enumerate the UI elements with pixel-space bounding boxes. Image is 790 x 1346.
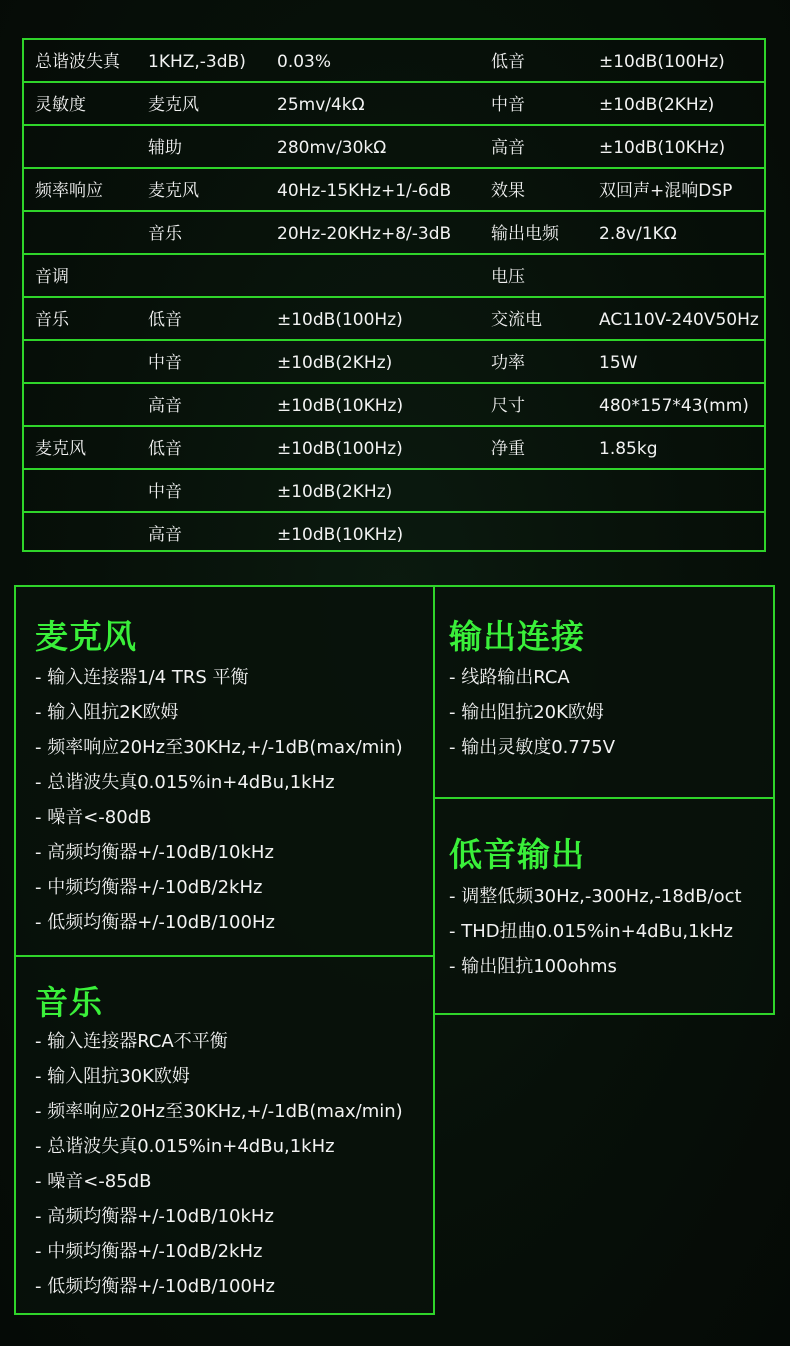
spec-row — [24, 470, 764, 513]
bass-output-section — [433, 797, 775, 1015]
list-item: - 输入连接器1/4 TRS 平衡 — [35, 667, 249, 688]
spec-sublabel: 1KHZ,-3dB) — [148, 52, 246, 72]
spec-label: 音乐 — [35, 310, 69, 330]
spec-label-right: 中音 — [491, 95, 525, 115]
list-item: - 输出阻抗100ohms — [449, 956, 617, 977]
music-section — [14, 955, 435, 1315]
list-item: - 噪音<-85dB — [35, 1171, 152, 1192]
spec-value: 20Hz-20KHz+8/-3dB — [277, 224, 452, 244]
spec-value: 0.03% — [277, 52, 332, 72]
bass-spec-list — [449, 879, 742, 984]
spec-value: 25mv/4kΩ — [277, 95, 365, 115]
mic-spec-list — [35, 660, 403, 940]
list-item: - 调整低频30Hz,-300Hz,-18dB/oct — [449, 886, 742, 907]
spec-value-right: 2.8v/1KΩ — [599, 224, 677, 244]
mic-section-title: 麦克风 — [35, 617, 137, 656]
spec-label-right: 电压 — [491, 267, 525, 287]
list-item: - 频率响应20Hz至30KHz,+/-1dB(max/min) — [35, 737, 403, 758]
spec-value-right: 480*157*43(mm) — [599, 396, 749, 416]
list-item: - 噪音<-80dB — [35, 807, 152, 828]
spec-label-right: 效果 — [491, 181, 525, 201]
spec-label: 总谐波失真 — [35, 52, 120, 72]
spec-label: 麦克风 — [35, 439, 86, 459]
spec-sublabel: 中音 — [148, 353, 182, 373]
spec-label-right: 交流电 — [491, 310, 542, 330]
spec-value-right: 15W — [599, 353, 638, 373]
list-item: - 输出灵敏度0.775V — [449, 737, 616, 758]
spec-sublabel: 麦克风 — [148, 181, 199, 201]
spec-value: ±10dB(10KHz) — [277, 396, 404, 416]
list-item: - 频率响应20Hz至30KHz,+/-1dB(max/min) — [35, 1101, 403, 1122]
spec-value-right: AC110V-240V50Hz — [599, 310, 759, 330]
list-item: - 输入阻抗2K欧姆 — [35, 702, 179, 723]
spec-value: ±10dB(2KHz) — [277, 353, 393, 373]
spec-label-right: 输出电频 — [491, 224, 559, 244]
list-item: - 低频均衡器+/-10dB/100Hz — [35, 1276, 275, 1297]
spec-row — [24, 169, 764, 212]
spec-label-right: 净重 — [491, 439, 525, 459]
spec-sublabel: 音乐 — [148, 224, 182, 244]
spec-row — [24, 212, 764, 255]
spec-row — [24, 427, 764, 470]
spec-label-right: 高音 — [491, 138, 525, 158]
spec-sublabel: 高音 — [148, 396, 182, 416]
spec-row — [24, 384, 764, 427]
list-item: - 总谐波失真0.015%in+4dBu,1kHz — [35, 772, 335, 793]
output-spec-list — [449, 660, 615, 765]
spec-value-right: ±10dB(100Hz) — [599, 52, 725, 72]
spec-sublabel: 中音 — [148, 482, 182, 502]
spec-table — [22, 38, 766, 552]
output-section-title: 输出连接 — [449, 617, 585, 656]
spec-sublabel: 辅助 — [148, 138, 182, 158]
spec-sublabel: 低音 — [148, 310, 182, 330]
bass-section-title: 低音输出 — [449, 835, 585, 874]
list-item: - 高频均衡器+/-10dB/10kHz — [35, 1206, 274, 1227]
spec-row — [24, 126, 764, 169]
spec-label-right: 功率 — [491, 353, 525, 373]
spec-label: 音调 — [35, 267, 69, 287]
spec-label-right: 低音 — [491, 52, 525, 72]
spec-label-right: 尺寸 — [491, 396, 525, 416]
list-item: - 输入阻抗30K欧姆 — [35, 1066, 190, 1087]
spec-value-right: ±10dB(2KHz) — [599, 95, 715, 115]
list-item: - 线路输出RCA — [449, 667, 570, 688]
spec-row — [24, 40, 764, 83]
spec-value: 40Hz-15KHz+1/-6dB — [277, 181, 452, 201]
spec-value-right: 双回声+混响DSP — [599, 181, 733, 201]
output-section — [433, 585, 775, 799]
list-item: - 输出阻抗20K欧姆 — [449, 702, 604, 723]
music-spec-list — [35, 1024, 403, 1304]
spec-value-right: ±10dB(10KHz) — [599, 138, 726, 158]
list-item: - 输入连接器RCA不平衡 — [35, 1031, 228, 1052]
spec-row — [24, 83, 764, 126]
spec-value: ±10dB(10KHz) — [277, 525, 404, 545]
spec-value: 280mv/30kΩ — [277, 138, 387, 158]
list-item: - 低频均衡器+/-10dB/100Hz — [35, 912, 275, 933]
spec-value: ±10dB(100Hz) — [277, 439, 403, 459]
spec-row — [24, 298, 764, 341]
spec-sublabel: 高音 — [148, 525, 182, 545]
spec-value: ±10dB(2KHz) — [277, 482, 393, 502]
list-item: - 中频均衡器+/-10dB/2kHz — [35, 1241, 263, 1262]
spec-label: 频率响应 — [35, 181, 103, 201]
list-item: - THD扭曲0.015%in+4dBu,1kHz — [449, 921, 733, 942]
music-section-title: 音乐 — [35, 983, 103, 1022]
spec-row — [24, 513, 764, 556]
spec-value: ±10dB(100Hz) — [277, 310, 403, 330]
list-item: - 高频均衡器+/-10dB/10kHz — [35, 842, 274, 863]
spec-value-right: 1.85kg — [599, 439, 658, 459]
spec-row — [24, 341, 764, 384]
list-item: - 总谐波失真0.015%in+4dBu,1kHz — [35, 1136, 335, 1157]
list-item: - 中频均衡器+/-10dB/2kHz — [35, 877, 263, 898]
spec-label: 灵敏度 — [35, 95, 86, 115]
spec-sublabel: 低音 — [148, 439, 182, 459]
mic-section — [14, 585, 435, 957]
spec-row — [24, 255, 764, 298]
spec-sublabel: 麦克风 — [148, 95, 199, 115]
